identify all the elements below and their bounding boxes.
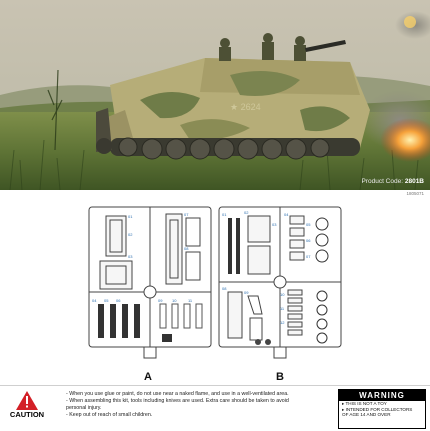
svg-text:08: 08 [222,286,227,291]
svg-text:11: 11 [280,306,285,311]
sprue-a-diagram [88,206,212,362]
warning-line: ▸ INTENDED FOR COLLECTORS [342,406,413,412]
svg-text:04: 04 [92,298,97,303]
warning-box [338,389,426,429]
caution-icon [8,390,46,428]
svg-text:03: 03 [128,254,133,259]
product-code [361,178,424,185]
warning-line: ▸ THIS IS NOT A TOY [342,401,387,406]
caution-line: - Keep out of reach of small children. [66,412,153,418]
part-number: 1805071 [406,191,424,196]
svg-text:09: 09 [244,290,249,295]
warning-line: OF AGE 14 AND OVER [342,412,391,418]
product-code-label: Product Code: [361,178,404,185]
svg-text:01: 01 [128,214,133,219]
svg-text:★ 2624: ★ 2624 [230,102,261,112]
sprue-b-diagram [218,206,342,362]
caution-notes [66,391,334,419]
svg-text:11: 11 [188,298,193,303]
warning-title: WARNING [339,390,425,401]
svg-text:02: 02 [128,232,133,237]
svg-text:02: 02 [244,210,249,215]
svg-text:08: 08 [184,246,189,251]
caution-line: - When you use glue or paint, do not use near a naked flame, and use in a well-ventilated area. [66,391,289,397]
svg-text:06: 06 [306,238,311,243]
svg-text:07: 07 [184,212,189,217]
caution-line: personal injury. [66,405,102,411]
svg-text:05: 05 [306,222,311,227]
product-code-value: 2801B [404,178,424,185]
svg-text:01: 01 [222,212,227,217]
sprue-a-label: A [144,371,152,383]
svg-text:06: 06 [116,298,121,303]
svg-text:04: 04 [284,212,289,217]
svg-text:10: 10 [280,292,285,297]
box-art-image [0,0,430,190]
caution-word: CAUTION [9,410,45,419]
svg-text:12: 12 [280,320,285,325]
svg-text:09: 09 [158,298,163,303]
sprue-b-label: B [276,371,284,383]
svg-text:10: 10 [172,298,177,303]
svg-text:03: 03 [272,222,277,227]
caution-line: - When assembling this kit, tools including knives are used. Extra care should be taken to avoid [66,398,289,404]
svg-text:05: 05 [104,298,109,303]
svg-text:07: 07 [306,254,311,259]
